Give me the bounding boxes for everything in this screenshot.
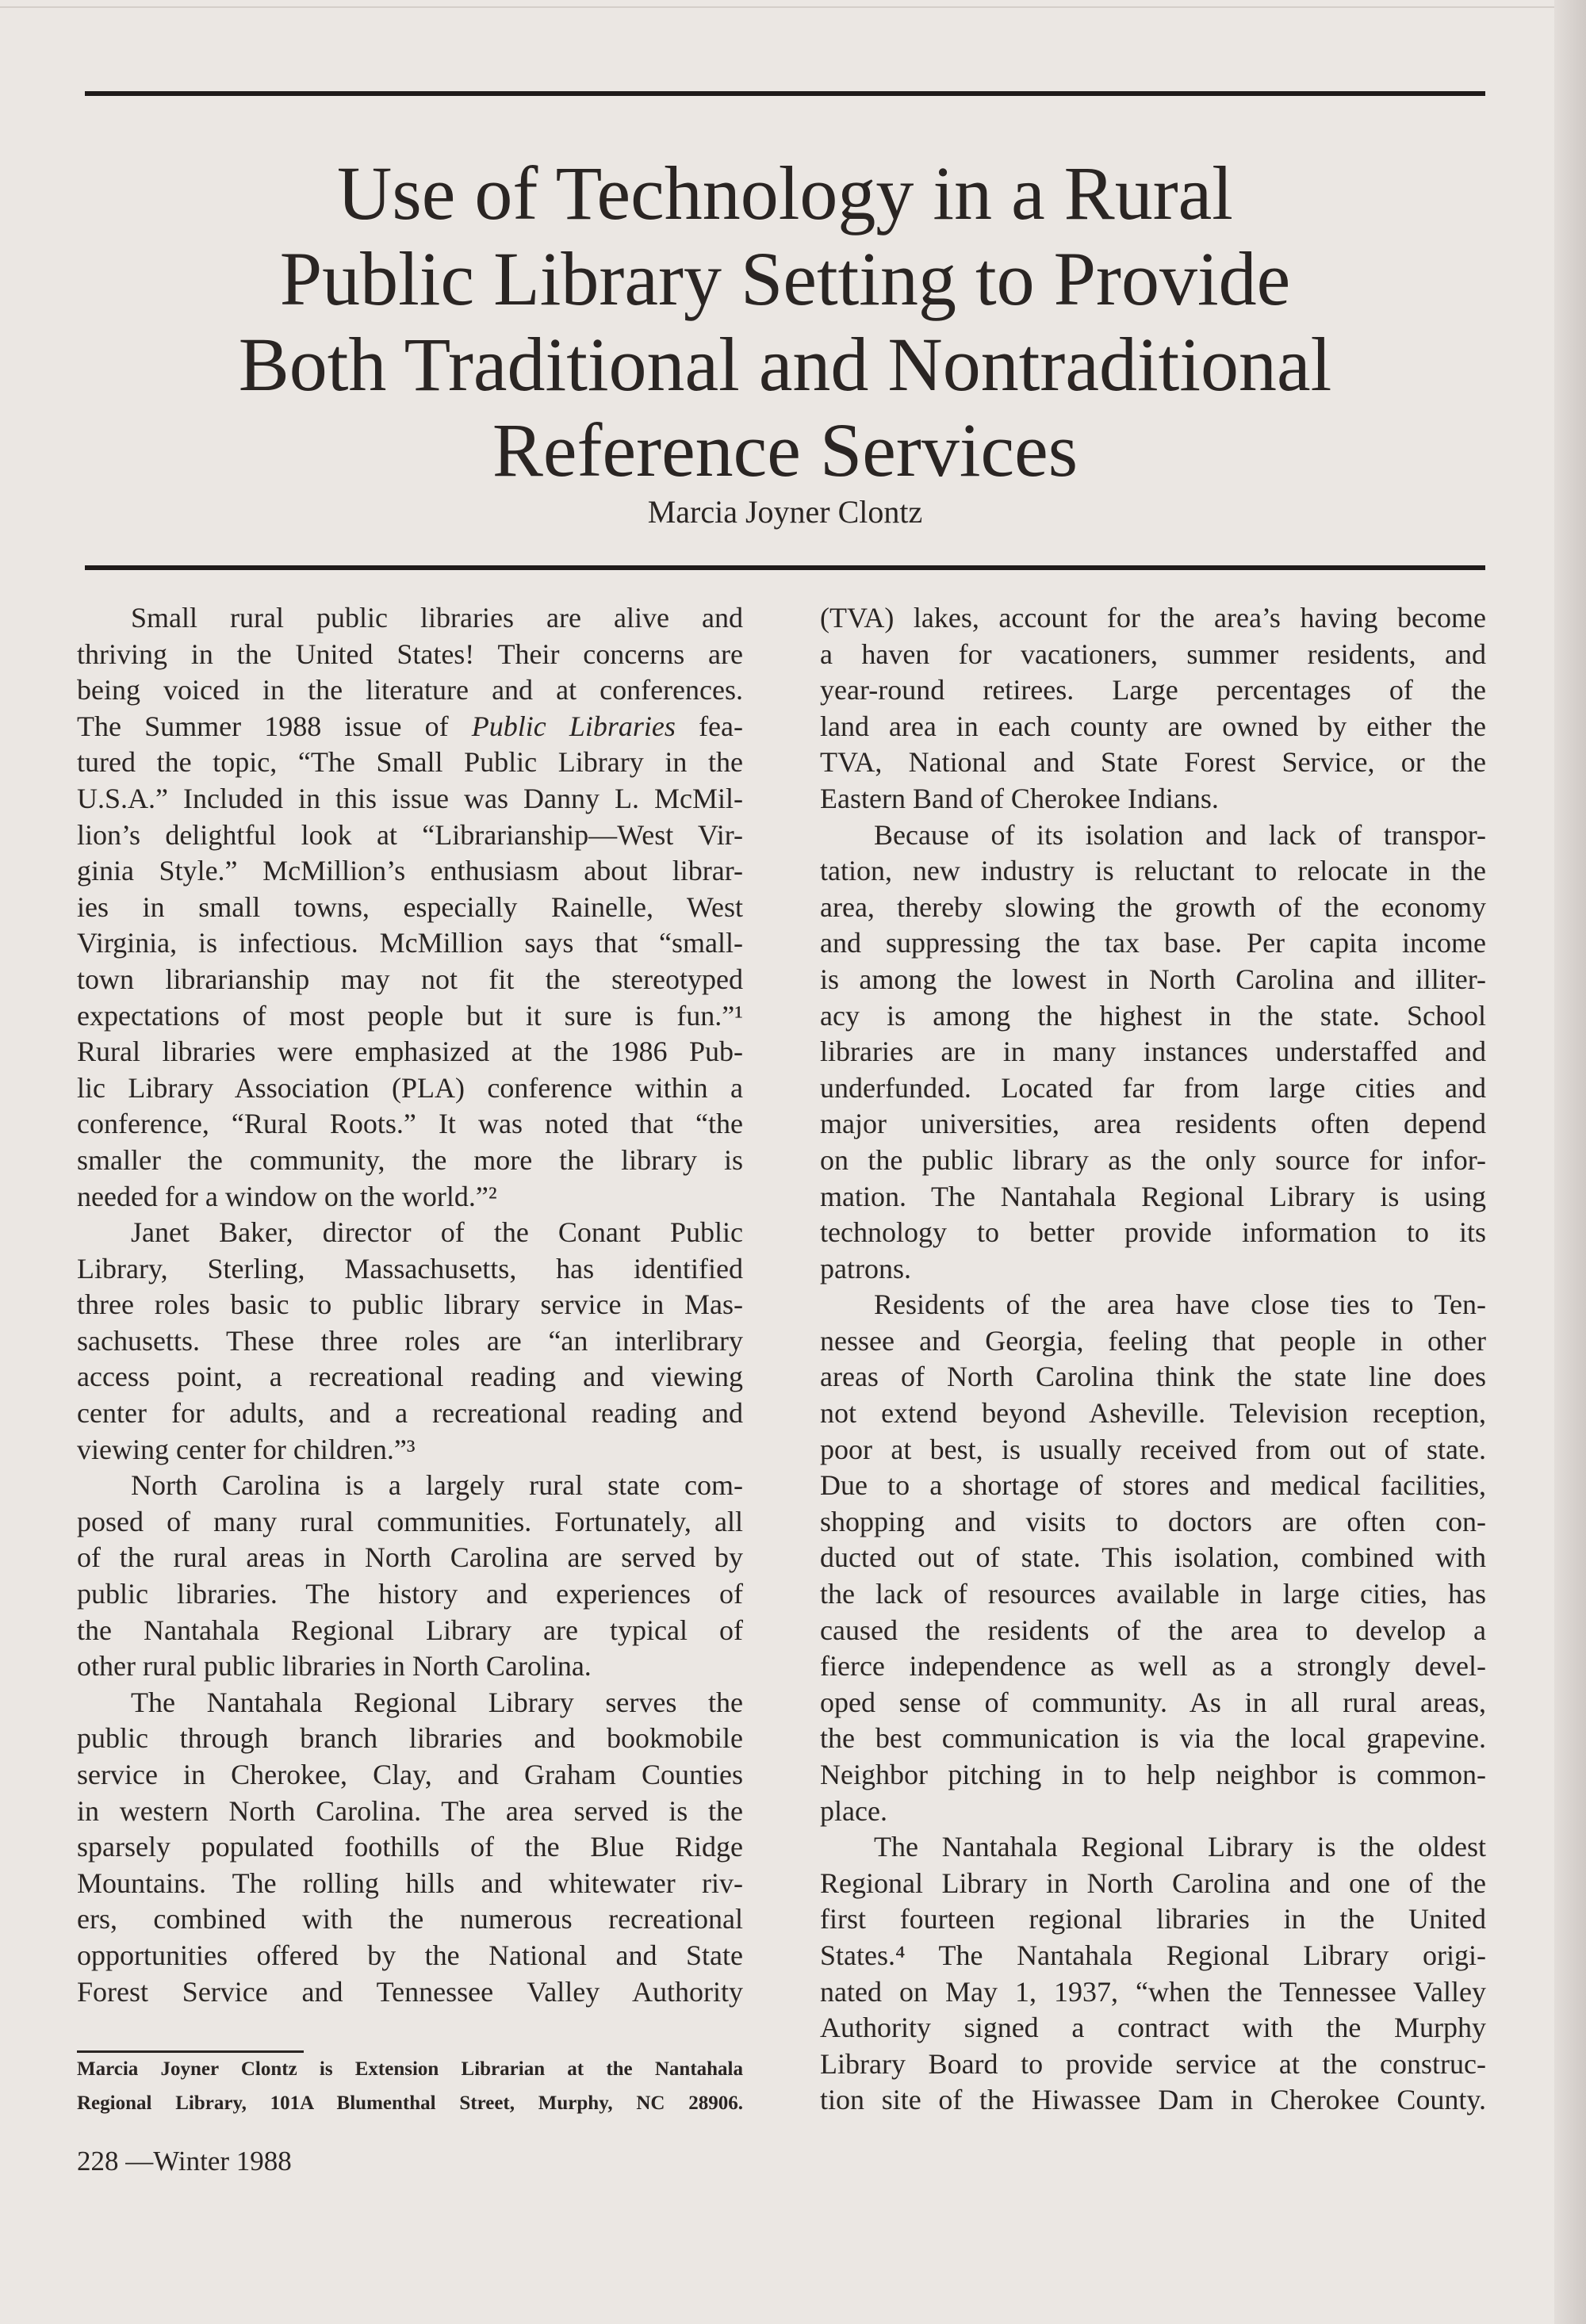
text-line: [820, 1143, 1486, 1179]
text-line: [820, 2010, 1486, 2046]
text-line: [820, 1179, 1486, 1216]
line-text: Mountains. The rolling hills and whitewater riv-: [77, 1866, 743, 1899]
line-text: Rural libraries were emphasized at the 1986 Pub-: [77, 1036, 743, 1068]
text-line: [820, 672, 1486, 709]
text-line: [77, 1070, 743, 1107]
text-line: [77, 1106, 743, 1143]
line-text: three roles basic to public library service in Mas-: [77, 1288, 743, 1321]
page-footer: 228 —Winter 1988: [77, 2146, 292, 2177]
line-text: sachusetts. These three roles are “an interlibrary: [77, 1324, 743, 1357]
text-line: [77, 672, 743, 709]
text-line: [820, 1468, 1486, 1504]
author-byline: Marcia Joyner Clontz: [647, 494, 923, 530]
line-text: Library, Sterling, Massachusetts, has identified: [77, 1252, 743, 1285]
line-text: oped sense of community. As in all rural areas,: [820, 1686, 1486, 1718]
text-line: [77, 1396, 743, 1432]
text-line: [77, 998, 743, 1035]
article-title: [85, 151, 1485, 493]
text-line: [77, 1613, 743, 1649]
text-line: [820, 1034, 1486, 1070]
text-line: [77, 1504, 743, 1541]
text-line: [77, 1540, 743, 1576]
line-text: not extend beyond Asheville. Television reception,: [820, 1397, 1486, 1430]
line-text: Virginia, is infectious. McMillion says that “small-: [77, 927, 743, 959]
text-line: [77, 1829, 743, 1866]
line-text: The Nantahala Regional Library serves the: [131, 1686, 743, 1718]
line-text: year-round retirees. Large percentages of the: [820, 674, 1486, 706]
text-line: [77, 745, 743, 781]
line-text: service in Cherokee, Clay, and Graham Counties: [77, 1759, 743, 1790]
text-line: [820, 1359, 1486, 1396]
title-line: Public Library Setting to Provide: [279, 236, 1291, 321]
text-line: [820, 1323, 1486, 1360]
right-column: [820, 600, 1486, 2119]
text-line: [820, 1106, 1486, 1143]
line-text: tion site of the Hiwassee Dam in Cherokee County.: [820, 2084, 1486, 2116]
line-text: public through branch libraries and bookmobile: [77, 1722, 743, 1755]
line-text: sparsely populated foothills of the Blue Ridge: [77, 1831, 743, 1863]
text-line: [820, 890, 1486, 926]
author-footnote: [77, 2052, 743, 2120]
title-line: Use of Technology in a Rural: [337, 151, 1233, 235]
line-text: Due to a shortage of stores and medical facilities,: [820, 1469, 1486, 1502]
line-text: ers, combined with the numerous recreational: [77, 1903, 743, 1935]
text-line: [77, 1143, 743, 1179]
line-text: Authority signed a contract with the Murphy: [820, 2012, 1486, 2044]
line-text: ginia Style.” McMillion’s enthusiasm about librar-: [77, 855, 743, 887]
line-text: needed for a window on the world.”²: [77, 1180, 497, 1212]
line-text: technology to better provide information to its: [820, 1216, 1486, 1249]
line-text: center for adults, and a recreational reading and: [77, 1397, 743, 1430]
text-line: [820, 1251, 1486, 1288]
line-text: tured the topic, “The Small Public Library in the: [77, 746, 743, 779]
line-text: (TVA) lakes, account for the area’s having become: [820, 602, 1486, 634]
line-text: patrons.: [820, 1252, 911, 1285]
line-text: conference, “Rural Roots.” It was noted that “the: [77, 1108, 743, 1140]
line-text: nated on May 1, 1937, “when the Tennessee Valley: [820, 1975, 1486, 2008]
line-text: underfunded. Located far from large cities and: [820, 1071, 1486, 1104]
line-text: Eastern Band of Cherokee Indians.: [820, 782, 1219, 814]
line-text: posed of many rural communities. Fortunately, all: [77, 1505, 743, 1537]
text-line: [77, 1576, 743, 1613]
text-line: [77, 1938, 743, 1974]
title-line: Reference Services: [492, 408, 1078, 492]
line-text: town librarianship may not fit the stereotyped: [77, 963, 743, 995]
text-line: [820, 1829, 1486, 1866]
title-line: Both Traditional and Nontraditional: [238, 322, 1332, 407]
text-line: [77, 1901, 743, 1938]
line-text: acy is among the highest in the state. School: [820, 999, 1486, 1032]
text-line: [77, 1215, 743, 1251]
line-text: opportunities offered by the National and State: [77, 1939, 743, 1971]
line-text: nessee and Georgia, feeling that people in other: [820, 1324, 1486, 1357]
text-line: [820, 1215, 1486, 1251]
text-line: [820, 1504, 1486, 1541]
line-text: Neighbor pitching in to help neighbor is common-: [820, 1759, 1486, 1790]
line-text: fierce independence as well as a strongly devel-: [820, 1650, 1486, 1683]
line-text: TVA, National and State Forest Service, or the: [820, 746, 1486, 779]
header-bottom-rule: [85, 565, 1485, 570]
text-line: [820, 745, 1486, 781]
text-line: [77, 1757, 743, 1794]
line-text: North Carolina is a largely rural state com-: [131, 1469, 743, 1502]
text-line: [77, 1794, 743, 1830]
text-line: [77, 1432, 743, 1468]
line-text: mation. The Nantahala Regional Library is using: [820, 1180, 1486, 1212]
line-text: access point, a recreational reading and viewing: [77, 1361, 743, 1393]
text-line: [820, 1287, 1486, 1323]
text-line: [77, 1468, 743, 1504]
text-line: [77, 1323, 743, 1360]
line-text: caused the residents of the area to develop a: [820, 1614, 1486, 1646]
page-edge-line: [0, 6, 1554, 8]
text-line: [77, 1685, 743, 1721]
left-column: [77, 600, 743, 2010]
line-text: lion’s delightful look at “Librarianship—West Vir-: [77, 818, 743, 851]
text-line: [820, 1938, 1486, 1974]
text-line: [820, 709, 1486, 745]
line-text: The Nantahala Regional Library is the oldest: [874, 1831, 1486, 1863]
text-line: [820, 1432, 1486, 1468]
line-text: smaller the community, the more the library is: [77, 1143, 743, 1176]
line-text: poor at best, is usually received from out of state.: [820, 1433, 1486, 1465]
line-text: major universities, area residents often depend: [820, 1108, 1486, 1140]
text-line: [820, 1613, 1486, 1649]
text-line: [77, 1359, 743, 1396]
text-line: [77, 925, 743, 962]
line-text: shopping and visits to doctors are often con-: [820, 1505, 1486, 1537]
text-line: [820, 781, 1486, 817]
line-text: libraries are in many instances understaffed and: [820, 1036, 1486, 1068]
line-text: Forest Service and Tennessee Valley Authority: [77, 1975, 743, 2008]
text-line: [820, 817, 1486, 854]
text-line: [820, 1648, 1486, 1685]
text-line: [77, 600, 743, 637]
text-line: [820, 1757, 1486, 1794]
line-text: viewing center for children.”³: [77, 1433, 416, 1465]
text-line: [820, 1070, 1486, 1107]
text-line: [820, 1685, 1486, 1721]
text-line: [820, 962, 1486, 998]
line-text: U.S.A.” Included in this issue was Danny L. McMil-: [77, 782, 743, 814]
line-text: The Summer 1988 issue of: [77, 710, 472, 742]
text-line: [77, 1179, 743, 1216]
text-line: [820, 853, 1486, 890]
text-line: [77, 817, 743, 854]
line-text: Small rural public libraries are alive and: [131, 602, 743, 634]
text-line: [820, 1396, 1486, 1432]
text-line: [820, 1576, 1486, 1613]
text-line: [77, 1721, 743, 1757]
text-line: [77, 1287, 743, 1323]
text-line: [77, 781, 743, 817]
text-line: [820, 1540, 1486, 1576]
line-text: the lack of resources available in large cities, has: [820, 1578, 1486, 1610]
text-line: [77, 1974, 743, 2011]
line-text: public libraries. The history and experiences of: [77, 1578, 743, 1610]
text-line: [820, 1866, 1486, 1902]
line-text: in western North Carolina. The area served is the: [77, 1794, 743, 1827]
line-text: Residents of the area have close ties to Ten-: [874, 1288, 1486, 1321]
line-text: ducted out of state. This isolation, combined with: [820, 1541, 1486, 1574]
text-line: [820, 1721, 1486, 1757]
line-text: areas of North Carolina think the state line does: [820, 1361, 1486, 1393]
text-line: [820, 1974, 1486, 2011]
line-text: area, thereby slowing the growth of the economy: [820, 890, 1486, 923]
line-text: and suppressing the tax base. Per capita income: [820, 927, 1486, 959]
line-text: a haven for vacationers, summer residents, and: [820, 637, 1486, 670]
line-text: of the rural areas in North Carolina are served by: [77, 1541, 743, 1574]
line-text: Janet Baker, director of the Conant Public: [131, 1216, 743, 1249]
line-text: thriving in the United States! Their concerns are: [77, 637, 743, 670]
line-text: other rural public libraries in North Carolina.: [77, 1650, 592, 1683]
line-text: place.: [820, 1794, 887, 1827]
line-text: is among the lowest in North Carolina and illiter-: [820, 963, 1486, 995]
line-text: fea-: [675, 710, 743, 742]
line-text: being voiced in the literature and at conferences.: [77, 674, 743, 706]
text-line: [820, 1794, 1486, 1830]
line-text: expectations of most people but it sure is fun.”¹: [77, 999, 743, 1032]
line-text: lic Library Association (PLA) conference within a: [77, 1071, 743, 1104]
line-text: on the public library as the only source for infor-: [820, 1143, 1486, 1176]
text-line: [77, 709, 743, 745]
text-line: [77, 1648, 743, 1685]
line-text: States.⁴ The Nantahala Regional Library origi-: [820, 1939, 1486, 1971]
page-gutter-shadow: [1554, 0, 1586, 2324]
line-text: land area in each county are owned by either the: [820, 710, 1486, 742]
text-line: [820, 2082, 1486, 2119]
line-text: Library Board to provide service at the construc-: [820, 2047, 1486, 2080]
text-line: [77, 853, 743, 890]
text-line: [77, 1866, 743, 1902]
text-line: [77, 962, 743, 998]
line-text: Because of its isolation and lack of transpor-: [874, 818, 1486, 851]
text-line: [820, 2046, 1486, 2083]
footnote-line: Marcia Joyner Clontz is Extension Librarian at the Nantahala: [77, 2058, 743, 2080]
text-line: [77, 637, 743, 673]
text-line: [77, 890, 743, 926]
text-line: [77, 1034, 743, 1070]
line-text: Regional Library in North Carolina and one of the: [820, 1866, 1486, 1899]
line-text: tation, new industry is reluctant to relocate in the: [820, 855, 1486, 887]
line-text: ies in small towns, especially Rainelle, West: [77, 890, 743, 923]
text-line: [77, 1251, 743, 1288]
line-text: the best communication is via the local grapevine.: [820, 1722, 1486, 1755]
line-text: first fourteen regional libraries in the United: [820, 1903, 1486, 1935]
text-line: [820, 600, 1486, 637]
top-rule: [85, 91, 1485, 96]
text-line: [820, 998, 1486, 1035]
footnote-line: Regional Library, 101A Blumenthal Street, Murphy, NC 28906.: [77, 2092, 743, 2114]
text-line: [820, 637, 1486, 673]
text-line: [820, 925, 1486, 962]
text-line: [820, 1901, 1486, 1938]
italic-title: Public Libraries: [471, 710, 676, 742]
line-text: the Nantahala Regional Library are typical of: [77, 1614, 743, 1646]
